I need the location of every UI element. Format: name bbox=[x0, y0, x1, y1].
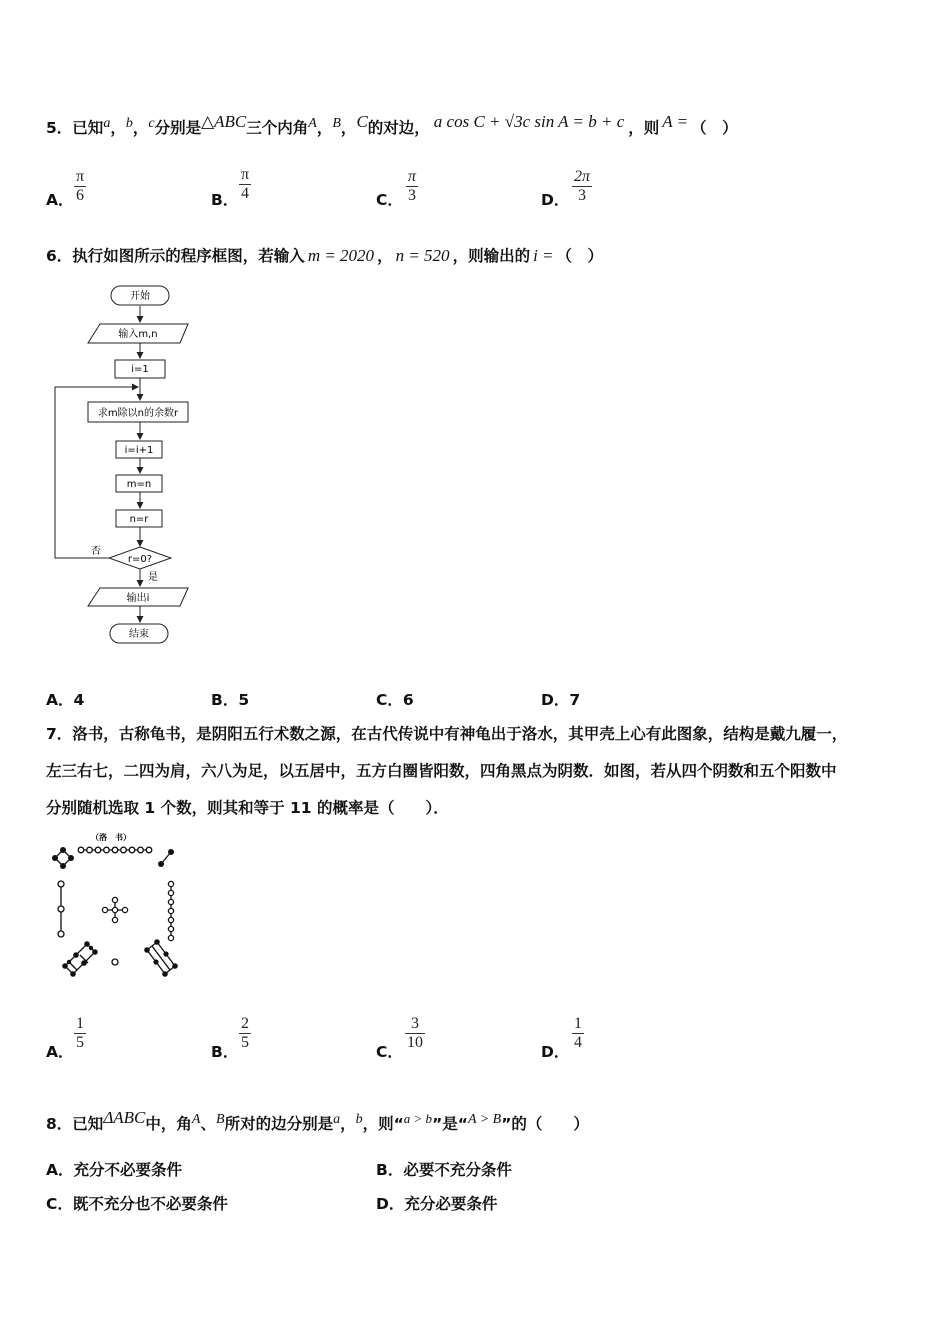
q6-text-2: ，则输出的 bbox=[452, 247, 531, 265]
q8-triangle: ΔABC bbox=[103, 1108, 146, 1127]
fc-inc-label: i=i+1 bbox=[124, 445, 154, 456]
q5-triangle: △ABC bbox=[201, 112, 247, 131]
q5-paren: （ ） bbox=[691, 119, 738, 138]
q5-option-d-fraction bbox=[572, 168, 592, 205]
q5-var-a: a bbox=[103, 116, 111, 131]
q8-option-b bbox=[376, 1158, 512, 1180]
q8-condition-1: a > b bbox=[403, 1111, 433, 1126]
q6-n-value: n = 520 bbox=[395, 246, 450, 265]
q8-text-3: 所对的边分别是 bbox=[224, 1115, 334, 1134]
q5-angle-B: B bbox=[332, 116, 341, 131]
q8-option-a-text: 充分不必要条件 bbox=[73, 1161, 183, 1179]
q6-i-ask: i = bbox=[533, 246, 554, 265]
q8-angle-A: A bbox=[191, 1112, 201, 1127]
fc-yes-label: 是 bbox=[148, 572, 158, 583]
q8-var-a: a bbox=[333, 1112, 341, 1127]
q6-option-d-value: 7 bbox=[569, 691, 581, 709]
q7-line-1: 7．洛书，古称龟书，是阴阳五行术数之源，在古代传说中有神龟出于洛水，其甲壳上心有此图象，结构是戴九履一， bbox=[46, 725, 848, 743]
q5-text-4: 的对边， bbox=[367, 119, 430, 138]
luoshu-figure bbox=[45, 828, 195, 978]
q6-option-c-value: 6 bbox=[402, 691, 414, 709]
q5-option-b-den: 4 bbox=[239, 184, 251, 203]
q7-option-d-label: D． bbox=[541, 1043, 570, 1061]
q5-option-c-num: π bbox=[408, 168, 417, 185]
fc-start-label: 开始 bbox=[130, 291, 150, 302]
q7-option-a-fraction bbox=[74, 1015, 86, 1052]
q8-option-a bbox=[46, 1158, 182, 1180]
q5-angle-A: A bbox=[308, 116, 317, 131]
q5-var-c: c bbox=[148, 116, 155, 131]
q5-text-3: 三个内角 bbox=[246, 119, 309, 138]
q5-sep-4: ， bbox=[340, 119, 357, 138]
q7-option-a-num: 1 bbox=[76, 1015, 84, 1032]
q6-option-a bbox=[46, 688, 84, 710]
q5-option-a-label: A． bbox=[46, 191, 74, 209]
q6-option-a-value: 4 bbox=[73, 691, 85, 709]
q6-number: 6． bbox=[46, 247, 73, 265]
q5-option-d-den: 3 bbox=[572, 186, 592, 205]
q8-option-c bbox=[46, 1192, 228, 1214]
q7-line-3: 分别随机选取 1 个数，则其和等于 11 的概率是（ ）． bbox=[46, 799, 449, 817]
fc-no-label: 否 bbox=[91, 546, 101, 557]
q5-text-5: ，则 bbox=[628, 119, 660, 138]
q8-stem bbox=[46, 1108, 589, 1134]
q6-option-d-label: D． bbox=[541, 691, 570, 709]
q8-text-1: 已知 bbox=[72, 1115, 104, 1134]
q8-option-b-label: B． bbox=[376, 1161, 404, 1179]
q6-flowchart bbox=[0, 0, 260, 660]
q8-option-d bbox=[376, 1192, 497, 1214]
q5-option-d-label: D． bbox=[541, 191, 570, 209]
fc-m-label: m=n bbox=[126, 479, 152, 490]
q8-option-d-label: D． bbox=[376, 1195, 405, 1213]
fc-end-label: 结束 bbox=[129, 629, 149, 640]
fc-init-label: i=1 bbox=[131, 364, 149, 375]
q7-option-c-den: 10 bbox=[407, 1034, 423, 1051]
q8-text-4: ，则“ bbox=[362, 1115, 404, 1134]
q6-option-b-label: B． bbox=[211, 691, 239, 709]
q6-option-d bbox=[541, 688, 580, 710]
q7-option-a-den: 5 bbox=[76, 1034, 84, 1051]
q6-option-b bbox=[211, 688, 249, 710]
q5-ask: A = bbox=[662, 112, 689, 131]
q6-option-a-label: A． bbox=[46, 691, 74, 709]
q6-option-c bbox=[376, 688, 414, 710]
q6-option-c-label: C． bbox=[376, 691, 403, 709]
q5-sep-2: ， bbox=[132, 119, 149, 138]
q5-text-1: 已知 bbox=[72, 119, 104, 138]
q8-var-b: b bbox=[355, 1112, 363, 1127]
q8-number: 8． bbox=[46, 1115, 73, 1134]
q8-text-2: 中，角 bbox=[145, 1115, 192, 1134]
q5-equation: a cos C + √3c sin A = b + c bbox=[433, 112, 625, 131]
q7-line-2: 左三右七，二四为肩，六八为足，以五居中，五方白圈皆阳数，四角黑点为阴数．如图，若从四个阴数和五个阳数中 bbox=[46, 762, 837, 780]
q6-m-value: m = 2020 bbox=[307, 246, 375, 265]
q8-sep-2: ， bbox=[340, 1115, 356, 1134]
q7-option-c-num: 3 bbox=[411, 1015, 419, 1032]
q7-option-d-fraction bbox=[572, 1015, 584, 1052]
q5-option-c-fraction bbox=[406, 168, 418, 205]
q5-option-b-label: B． bbox=[211, 191, 239, 209]
q8-option-a-label: A． bbox=[46, 1161, 74, 1179]
q7-option-d-num: 1 bbox=[574, 1015, 582, 1032]
fc-n-label: n=r bbox=[129, 514, 149, 525]
q5-option-c-den: 3 bbox=[406, 186, 418, 205]
q5-sep-1: ， bbox=[110, 119, 126, 138]
q8-sep-1: 、 bbox=[200, 1115, 216, 1134]
q5-number: 5． bbox=[46, 119, 73, 138]
q6-text-1: 执行如图所示的程序框图，若输入 bbox=[72, 247, 305, 265]
q7-option-b-label: B． bbox=[211, 1043, 239, 1061]
q8-option-c-label: C． bbox=[46, 1195, 73, 1213]
q5-option-a-den: 6 bbox=[74, 186, 86, 205]
fc-rem-label: 求m除以n的余数r bbox=[97, 408, 179, 419]
q8-option-d-text: 充分必要条件 bbox=[404, 1195, 498, 1213]
q8-condition-2: A > B bbox=[467, 1112, 502, 1127]
fc-cond-label: r=0? bbox=[127, 554, 153, 565]
q5-sep-3: ， bbox=[316, 119, 333, 138]
q5-angle-C: C bbox=[356, 112, 368, 131]
q6-paren: （ ） bbox=[556, 247, 604, 265]
q5-text-2: 分别是 bbox=[154, 119, 202, 138]
q5-option-a-num: π bbox=[76, 168, 85, 185]
q6-option-b-value: 5 bbox=[238, 691, 250, 709]
q5-option-b-num: π bbox=[241, 166, 250, 183]
q7-option-c-fraction bbox=[405, 1015, 425, 1052]
q7-option-b-fraction bbox=[239, 1015, 251, 1052]
fc-input-label: 输入m,n bbox=[118, 329, 158, 340]
q5-option-d-num: 2π bbox=[574, 168, 591, 185]
q7-option-a-label: A． bbox=[46, 1043, 74, 1061]
q8-text-6: ”的（ ） bbox=[501, 1115, 589, 1134]
q8-angle-B: B bbox=[216, 1112, 225, 1127]
q8-option-c-text: 既不充分也不必要条件 bbox=[72, 1195, 228, 1213]
q8-text-5: ”是“ bbox=[432, 1115, 468, 1134]
q8-option-b-text: 必要不充分条件 bbox=[403, 1161, 512, 1179]
q5-var-b: b bbox=[125, 116, 133, 131]
fc-output-label: 输出i bbox=[126, 593, 150, 604]
q6-sep: ， bbox=[377, 247, 393, 265]
luoshu-title: （洛 书） bbox=[91, 833, 131, 842]
q5-option-c-label: C． bbox=[376, 191, 403, 209]
q7-option-b-den: 5 bbox=[241, 1034, 249, 1051]
q7-option-d-den: 4 bbox=[574, 1034, 582, 1051]
q7-option-b-num: 2 bbox=[241, 1015, 249, 1032]
q7-option-c-label: C． bbox=[376, 1043, 403, 1061]
